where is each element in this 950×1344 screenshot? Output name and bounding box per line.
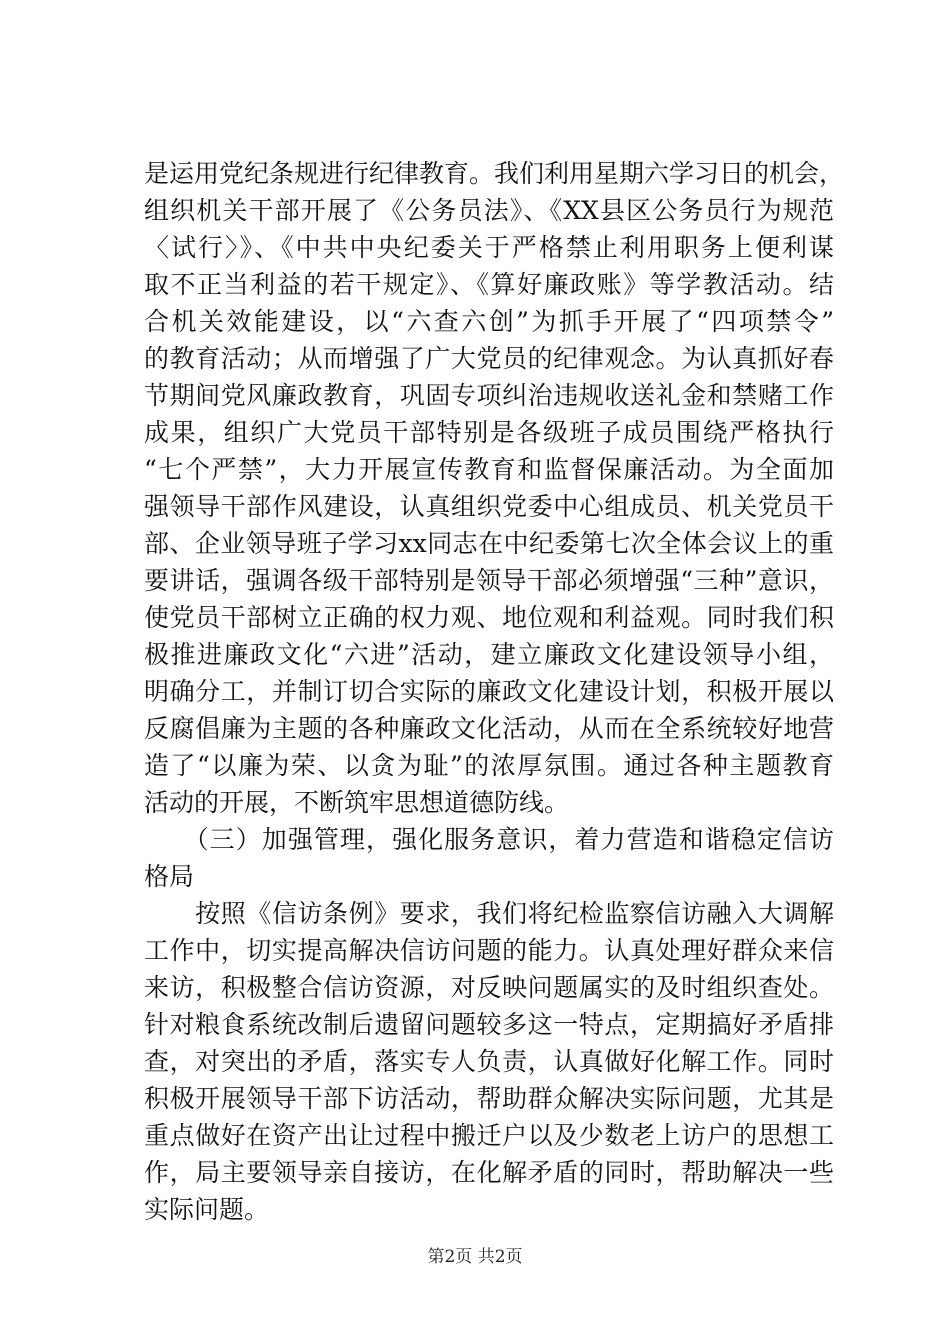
text-line: 按照《信访条例》要求，我们将纪检监察信访融入大调解 xyxy=(144,899,834,928)
text-line: 来访，积极整合信访资源，对反映问题属实的及时组织查处。 xyxy=(144,973,834,1002)
text-line: 组织机关干部开展了《公务员法》、《XX县区公务员行为规范 xyxy=(144,196,834,225)
text-line: 节期间党风廉政教育，巩固专项纠治违规收送礼金和禁赌工作 xyxy=(144,381,834,410)
text-line: 针对粮食系统改制后遗留问题较多这一特点，定期搞好矛盾排 xyxy=(144,1010,834,1039)
text-line: 反腐倡廉为主题的各种廉政文化活动，从而在全系统较好地营 xyxy=(144,714,834,743)
text-line: 强领导干部作风建设，认真组织党委中心组成员、机关党员干 xyxy=(144,492,834,521)
text-line: 工作中，切实提高解决信访问题的能力。认真处理好群众来信 xyxy=(144,936,834,965)
text-line: 作，局主要领导亲自接访，在化解矛盾的同时，帮助解决一些 xyxy=(144,1158,834,1187)
text-line: 部、企业领导班子学习xx同志在中纪委第七次全体会议上的重 xyxy=(144,529,834,558)
text-line: 是运用党纪条规进行纪律教育。我们利用星期六学习日的机会， xyxy=(144,159,845,188)
body-text xyxy=(144,155,845,1228)
text-line: 极推进廉政文化“六进”活动，建立廉政文化建设领导小组， xyxy=(144,640,834,669)
text-line: 造了“以廉为荣、以贪为耻”的浓厚氛围。通过各种主题教育 xyxy=(144,751,834,780)
text-line: 要讲话，强调各级干部特别是领导干部必须增强“三种”意识， xyxy=(144,566,834,595)
text-line: 使党员干部树立正确的权力观、地位观和利益观。同时我们积 xyxy=(144,603,834,632)
text-line: 活动的开展，不断筑牢思想道德防线。 xyxy=(144,788,570,817)
text-line: 合机关效能建设，以“六查六创”为抓手开展了“四项禁令” xyxy=(144,307,834,336)
section-heading-line: （三）加强管理，强化服务意识，着力营造和谐稳定信访 xyxy=(144,825,834,854)
text-line: 明确分工，并制订切合实际的廉政文化建设计划，积极开展以 xyxy=(144,677,834,706)
text-line: 重点做好在资产出让过程中搬迁户以及少数老上访户的思想工 xyxy=(144,1121,834,1150)
text-line: 成果，组织广大党员干部特别是各级班子成员围绕严格执行 xyxy=(144,418,834,447)
text-line: 取不正当利益的若干规定》、《算好廉政账》等学教活动。结 xyxy=(144,270,834,299)
text-line: 积极开展领导干部下访活动，帮助群众解决实际问题，尤其是 xyxy=(144,1084,834,1113)
text-line: 实际问题。 xyxy=(144,1195,270,1224)
section-heading-line: 格局 xyxy=(144,862,195,891)
page-number: 第2页 共2页 xyxy=(427,1247,523,1267)
text-line: 的教育活动；从而增强了广大党员的纪律观念。为认真抓好春 xyxy=(144,344,834,373)
text-line: “七个严禁”，大力开展宣传教育和监督保廉活动。为全面加 xyxy=(144,455,834,484)
text-line: 〈试行〉》、《中共中央纪委关于严格禁止利用职务上便利谋 xyxy=(144,233,834,262)
text-line: 查，对突出的矛盾，落实专人负责，认真做好化解工作。同时 xyxy=(144,1047,834,1076)
